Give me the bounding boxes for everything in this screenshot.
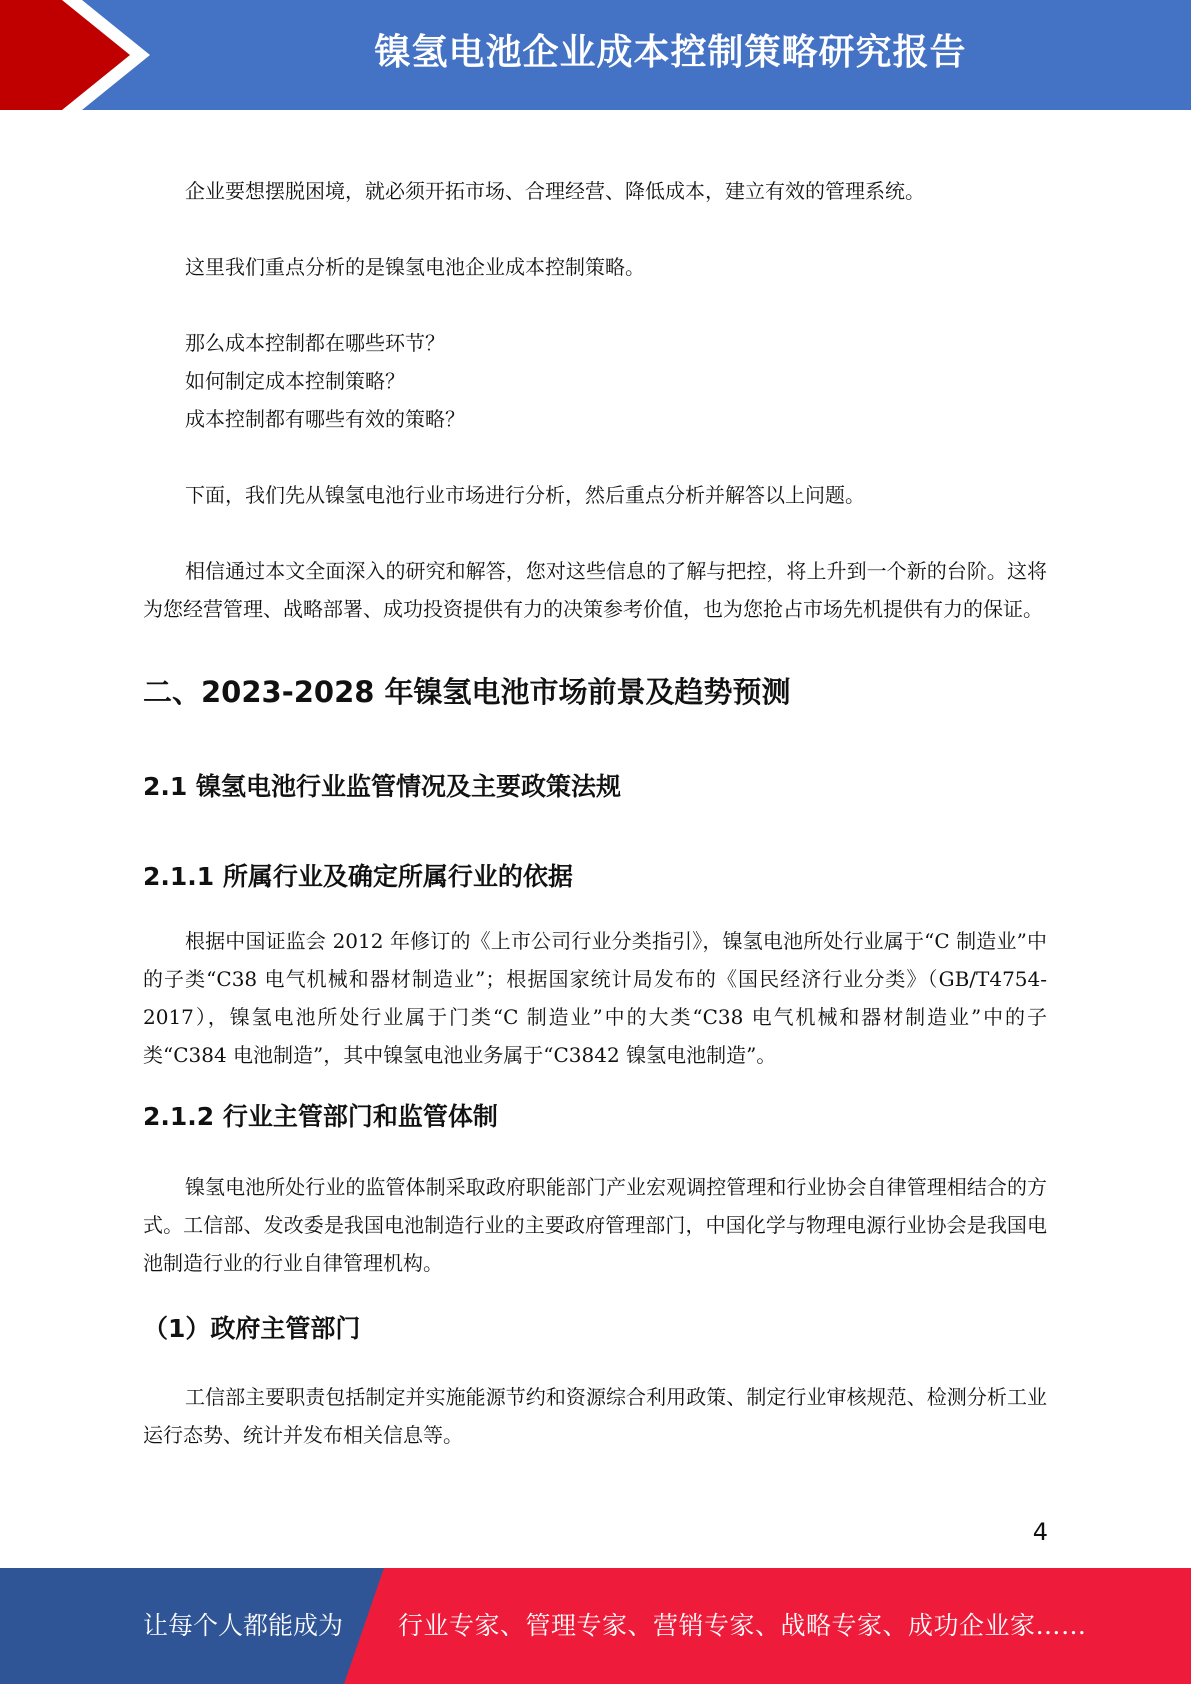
- footer-slogan-right: 行业专家、管理专家、营销专家、战略专家、成功企业家……: [398, 1611, 1087, 1640]
- section-2-1-1-heading: 2.1.1 所属行业及确定所属行业的依据: [143, 862, 573, 891]
- intro-paragraph-4: 相信通过本文全面深入的研究和解答，您对这些信息的了解与把控，将上升到一个新的台阶。这将为您经营管理、战略部署、成功投资提供有力的决策参考价值，也为您抢占市场先机提供有力的保证。: [143, 559, 1047, 621]
- report-title: 镍氢电池企业成本控制策略研究报告: [374, 32, 967, 73]
- intro-paragraph-3: 下面，我们先从镍氢电池行业市场进行分析，然后重点分析并解答以上问题。: [185, 483, 865, 507]
- section-2-1-2-paragraph: 镍氢电池所处行业的监管体制采取政府职能部门产业宏观调控管理和行业协会自律管理相结合的方式。工信部、发改委是我国电池制造行业的主要政府管理部门，中国化学与物理电源行业协会是我国电池制造行业的行业自律管理机构。: [143, 1175, 1047, 1275]
- section-2-1-1-paragraph: 根据中国证监会 2012 年修订的《上市公司行业分类指引》，镍氢电池所处行业属于“C 制造业”中的子类“C38 电气机械和器材制造业”；根据国家统计局发布的《国民经济行业分类》（GB/T4754-2017），镍氢电池所处行业属于门类“C 制造业”中的大类“C38 电气机械和器材制造业”中的子类“C384 电池制造”，其中镍氢电池业务属于“C3842 镍氢电池制造”。: [143, 929, 1047, 1067]
- intro-paragraph-1: 企业要想摆脱困境，就必须开拓市场、合理经营、降低成本，建立有效的管理系统。: [185, 179, 925, 203]
- section-2-1-2-heading: 2.1.2 行业主管部门和监管体制: [143, 1102, 498, 1131]
- section-2-1-heading: 2.1 镍氢电池行业监管情况及主要政策法规: [143, 772, 621, 801]
- question-item-2: 如何制定成本控制策略？: [185, 369, 405, 393]
- section-2-heading: 二、2023-2028 年镍氢电池市场前景及趋势预测: [143, 675, 791, 709]
- footer-slogan-left: 让每个人都能成为: [143, 1611, 344, 1640]
- page-header: [0, 0, 1191, 110]
- document-body: [143, 172, 1047, 1454]
- page-number: 4: [1032, 1518, 1048, 1546]
- intro-paragraph-2: 这里我们重点分析的是镍氢电池企业成本控制策略。: [185, 255, 645, 279]
- page-footer: [0, 1568, 1191, 1684]
- subsection-1-paragraph: 工信部主要职责包括制定并实施能源节约和资源综合利用政策、制定行业审核规范、检测分析工业运行态势、统计并发布相关信息等。: [143, 1385, 1047, 1447]
- subsection-1-heading: （1）政府主管部门: [143, 1314, 361, 1343]
- question-item-3: 成本控制都有哪些有效的策略？: [185, 407, 465, 431]
- question-item-1: 那么成本控制都在哪些环节？: [185, 331, 445, 355]
